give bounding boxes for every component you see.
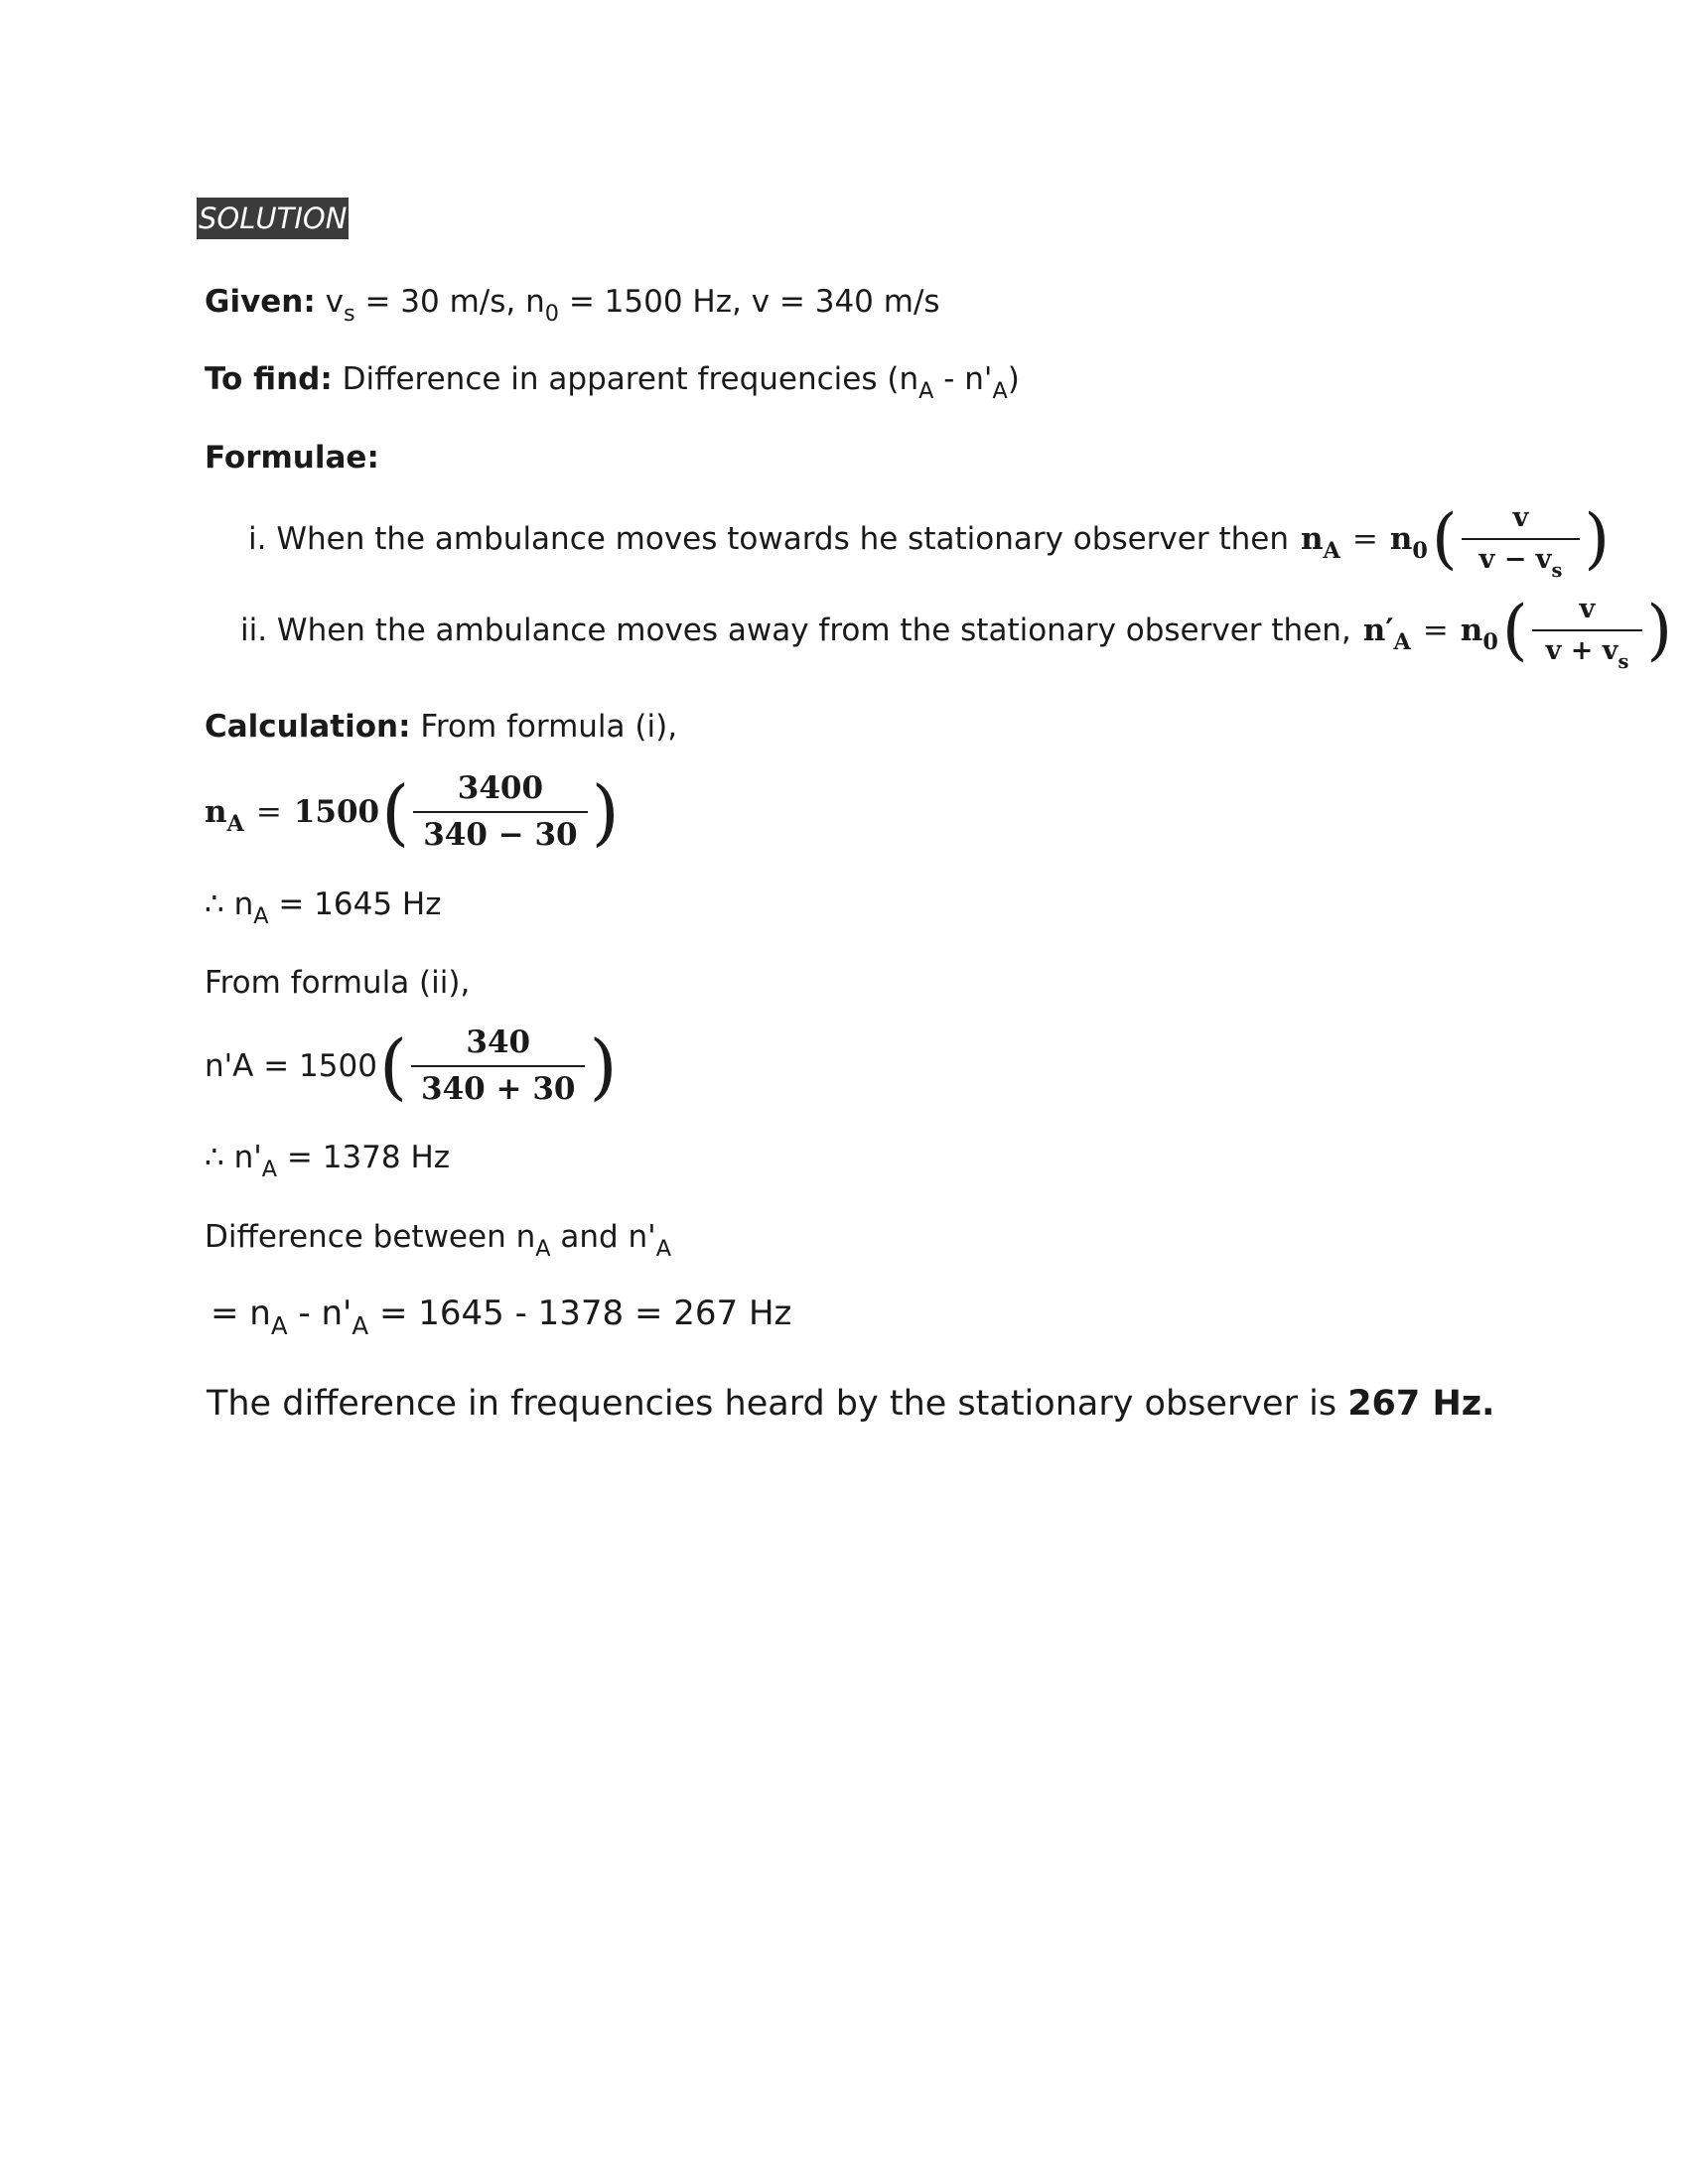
formula-1-numerator: v — [1512, 502, 1529, 533]
equation-1-fraction — [413, 770, 587, 854]
given-label: Given: — [205, 284, 316, 320]
equation-1-right-paren: ) — [591, 770, 620, 855]
equation-1-left-paren: ( — [381, 770, 410, 855]
equation-1 — [205, 770, 620, 854]
formula-1-lhs: $n_A$ — [1300, 520, 1340, 565]
formula-2-n0: $n_0$ — [1460, 612, 1498, 656]
conclusion-value: 267 Hz. — [1347, 1384, 1495, 1424]
given-n0-value: = 1500 Hz, v = 340 m/s — [558, 284, 940, 320]
formula-2-right-paren: ) — [1646, 592, 1673, 669]
conclusion-text: The difference in frequencies heard by the stationary observer is — [207, 1384, 1348, 1424]
given-vs-symbol: v — [325, 284, 344, 320]
formulae-heading — [205, 440, 379, 477]
solution-badge: SOLUTION — [197, 198, 349, 239]
given-n0-subscript: 0 — [544, 301, 559, 328]
calculation-line — [205, 709, 677, 746]
equation-2-lhs: n'A = 1500 — [205, 1047, 377, 1084]
formulae-label: Formulae: — [205, 440, 379, 476]
formula-2-equals: = — [1422, 612, 1449, 648]
to-find-text: Difference in apparent frequencies (n — [332, 361, 919, 397]
difference-eq-mid: - n' — [287, 1294, 352, 1333]
conclusion-line — [207, 1383, 1494, 1425]
difference-sub1: A — [535, 1236, 551, 1263]
equation-2-numerator: 340 — [466, 1024, 531, 1060]
difference-sub2: A — [655, 1236, 671, 1263]
given-line — [205, 284, 940, 328]
formula-1-right-paren: ) — [1584, 500, 1611, 578]
formula-1-fraction — [1462, 502, 1581, 582]
result-2-value: = 1378 Hz — [277, 1140, 451, 1175]
result-1-subscript: A — [253, 903, 269, 930]
given-vs-subscript: s — [344, 301, 355, 328]
equation-1-lhs: $n_A$ — [205, 793, 244, 837]
formula-item-2 — [240, 592, 1673, 673]
formula-2-fraction — [1532, 594, 1643, 673]
formula-2-denominator: $v + v_s$ — [1532, 629, 1643, 667]
formula-1-n0: $n_0$ — [1389, 520, 1428, 565]
to-find-sub2: A — [992, 378, 1008, 405]
to-find-end: ) — [1007, 361, 1020, 397]
formula-2-left-paren: ( — [1501, 592, 1528, 669]
equation-2-fraction — [411, 1024, 585, 1108]
result-1-prefix: ∴ n — [205, 887, 254, 922]
difference-eq-prefix: = n — [211, 1294, 271, 1333]
equation-2 — [205, 1024, 618, 1108]
difference-equation — [211, 1294, 792, 1341]
formula-1-denominator: $v - v_s$ — [1462, 538, 1581, 576]
calculation-label: Calculation: — [205, 709, 411, 745]
difference-text: Difference between n — [205, 1219, 536, 1255]
given-n0-symbol: n — [525, 284, 545, 320]
difference-and: and n' — [550, 1219, 656, 1255]
given-vs-value: = 30 m/s, — [354, 284, 526, 320]
formula-1-equals: = — [1351, 520, 1378, 557]
difference-eq-sub2: A — [352, 1311, 369, 1341]
equation-1-denominator: 340 − 30 — [413, 811, 587, 854]
difference-line — [205, 1219, 671, 1263]
result-1-value: = 1645 Hz — [268, 887, 442, 922]
equation-2-denominator: 340 + 30 — [411, 1065, 585, 1108]
result-1-line — [205, 887, 442, 930]
equation-1-coefficient: 1500 — [293, 793, 380, 830]
equation-1-equals: = — [255, 793, 282, 830]
result-2-line — [205, 1140, 451, 1183]
difference-eq-value: = 1645 - 1378 = 267 Hz — [368, 1294, 792, 1333]
result-2-subscript: A — [261, 1157, 278, 1183]
formula-2-lhs: $n'_A$ — [1362, 612, 1411, 656]
formula-item-1 — [248, 500, 1611, 582]
result-2-prefix: ∴ n' — [205, 1140, 262, 1175]
to-find-label: To find: — [205, 361, 333, 397]
from-formula-2: From formula (ii), — [205, 965, 471, 1001]
equation-1-numerator: 3400 — [457, 770, 544, 806]
equation-2-left-paren: ( — [378, 1024, 408, 1109]
formula-2-text: ii. When the ambulance moves away from the stationary observer then, — [240, 612, 1351, 648]
to-find-mid: - n' — [933, 361, 993, 397]
equation-2-right-paren: ) — [589, 1024, 618, 1109]
difference-eq-sub1: A — [270, 1311, 288, 1341]
to-find-sub1: A — [918, 378, 934, 405]
to-find-line — [205, 361, 1020, 405]
formula-1-text: i. When the ambulance moves towards he stationary observer then — [248, 520, 1289, 557]
formula-1-left-paren: ( — [1431, 500, 1458, 578]
formula-2-numerator: v — [1579, 594, 1596, 624]
calculation-text: From formula (i), — [410, 709, 678, 745]
